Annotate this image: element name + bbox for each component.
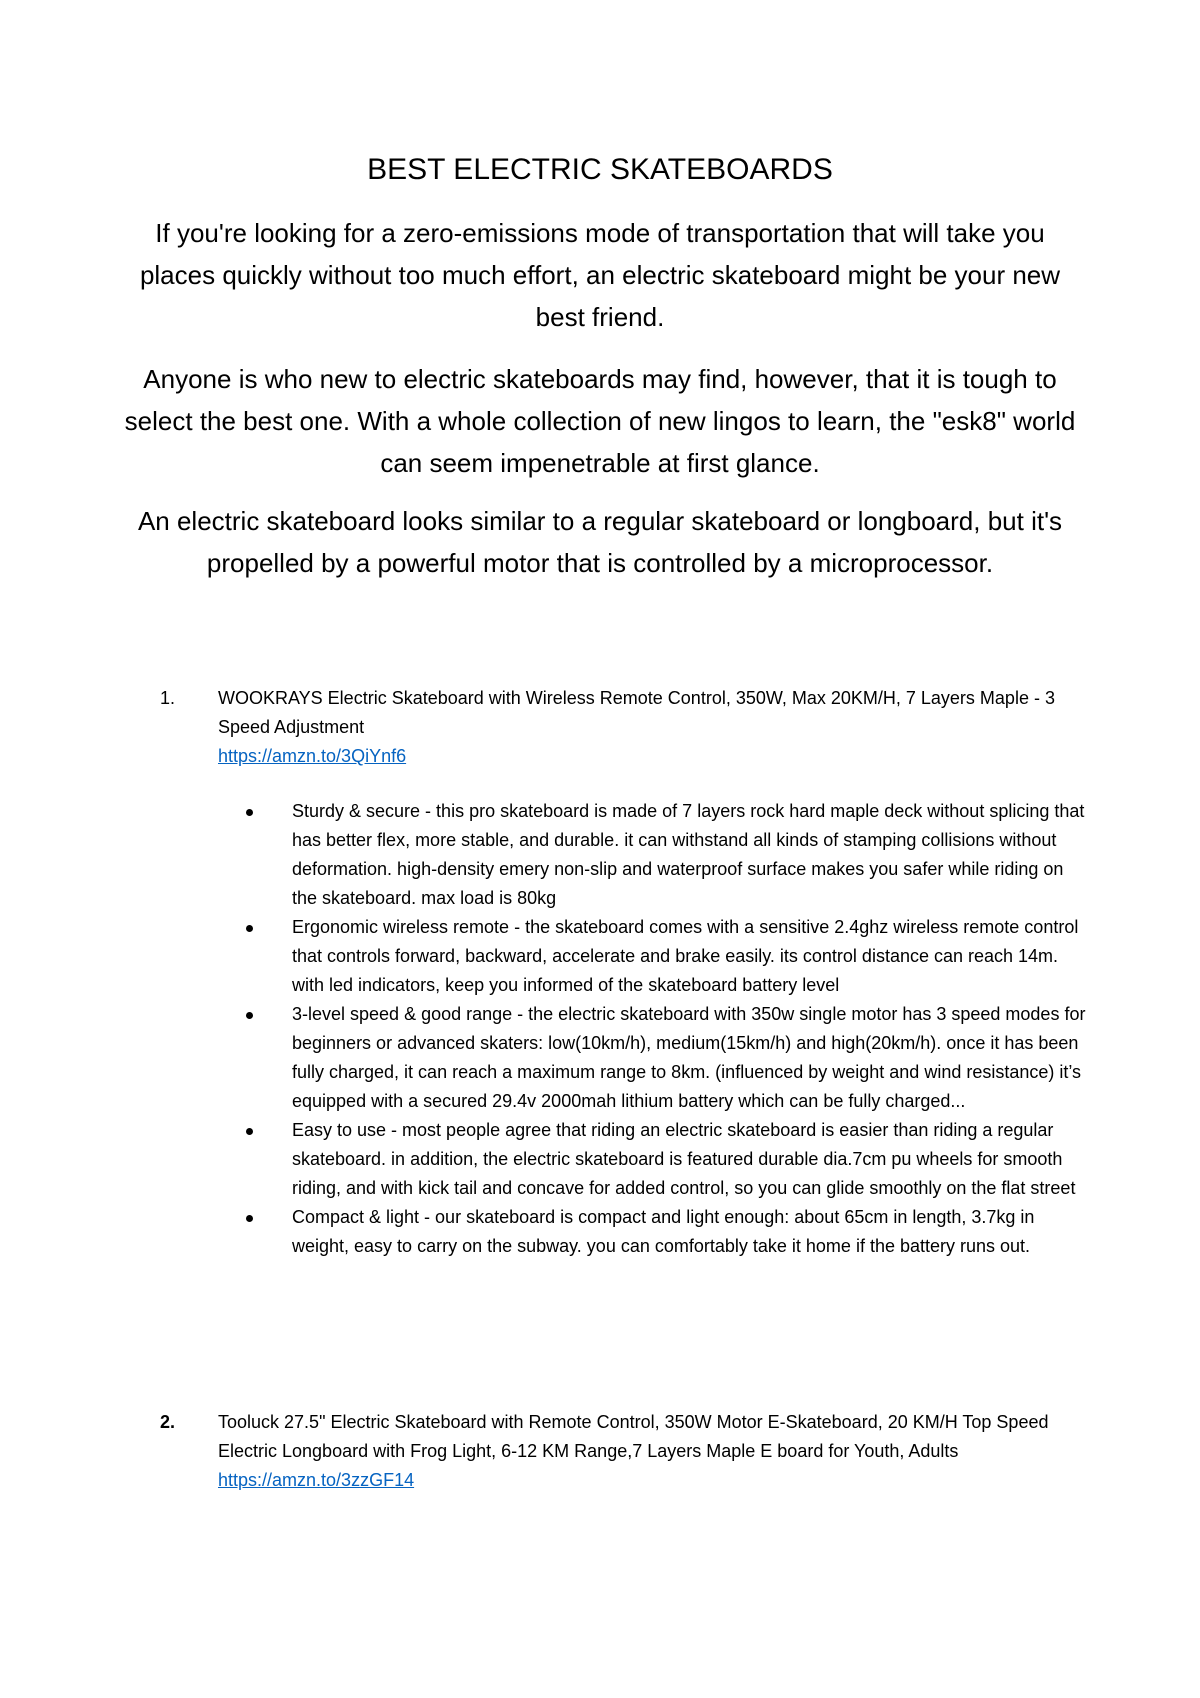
bullet-icon	[246, 809, 253, 816]
feature-text: 3-level speed & good range - the electric skateboard with 350w single motor has 3 speed modes for beginners or advanced skaters: low(10km/h), medium(15km/h) and high(20km/h). once it has been fully charged, it can reach a maximum range to 8km. (influenced by weight and wind resistance) it’s equipped with a secured 29.4v 2000mah lithium battery which can be fully charged...	[292, 1004, 1086, 1111]
feature-text: Ergonomic wireless remote - the skateboard comes with a sensitive 2.4ghz wireless remote control that controls forward, backward, accelerate and brake easily. its control distance can reach 14m. with led indicators, keep you informed of the skateboard battery level	[292, 917, 1079, 995]
feature-text: Compact & light - our skateboard is compact and light enough: about 65cm in length, 3.7kg in weight, easy to carry on the subway. you can comfortably take it home if the battery runs out.	[292, 1207, 1035, 1256]
intro-paragraph-3: An electric skateboard looks similar to a regular skateboard or longboard, but it's propelled by a powerful motor that is controlled by a microprocessor.	[137, 506, 1063, 578]
bullet-icon	[246, 1128, 253, 1135]
item-number: 1.	[160, 688, 176, 708]
page-title: BEST ELECTRIC SKATEBOARDS	[367, 153, 833, 186]
feature-item	[246, 1116, 1086, 1203]
feature-item	[246, 797, 1086, 913]
product-item-1	[160, 684, 1080, 771]
item-number: 2.	[160, 1412, 176, 1432]
item-title: WOOKRAYS Electric Skateboard with Wireless Remote Control, 350W, Max 20KM/H, 7 Layers Maple - 3 Speed Adjustment	[218, 688, 1055, 737]
bullet-icon	[246, 1215, 253, 1222]
product-item-2	[160, 1408, 1080, 1495]
bullet-icon	[246, 925, 253, 932]
feature-item	[246, 913, 1086, 1000]
item-body	[218, 1408, 1080, 1495]
feature-text: Sturdy & secure - this pro skateboard is made of 7 layers rock hard maple deck without splicing that has better flex, more stable, and durable. it can withstand all kinds of stamping collisions without deformation. high-density emery non-slip and waterproof surface makes you safer while riding on the skateboard. max load is 80kg	[292, 801, 1085, 908]
intro-paragraph-2: Anyone is who new to electric skateboards may find, however, that it is tough to select the best one. With a whole collection of new lingos to learn, the "esk8" world can seem impenetrable at first glance.	[124, 364, 1076, 478]
feature-item	[246, 1000, 1086, 1116]
feature-item	[246, 1203, 1086, 1261]
item-title: Tooluck 27.5" Electric Skateboard with Remote Control, 350W Motor E-Skateboard, 20 KM/H Top Speed Electric Longboard with Frog Light, 6-12 KM Range,7 Layers Maple E board for Youth, Adults	[218, 1412, 1049, 1461]
feature-text: Easy to use - most people agree that riding an electric skateboard is easier than riding a regular skateboard. in addition, the electric skateboard is featured durable dia.7cm pu wheels for smooth riding, and with kick tail and concave for added control, so you can glide smoothly on the flat street	[292, 1120, 1076, 1198]
product-link-1[interactable]: https://amzn.to/3QiYnf6	[218, 746, 407, 766]
item-body	[218, 684, 1080, 771]
intro-paragraph-1: If you're looking for a zero-emissions mode of transportation that will take you places quickly without too much effort, an electric skateboard might be your new best friend.	[139, 218, 1061, 332]
bullet-icon	[246, 1012, 253, 1019]
feature-list	[246, 797, 1086, 1261]
product-link-2[interactable]: https://amzn.to/3zzGF14	[218, 1470, 415, 1490]
